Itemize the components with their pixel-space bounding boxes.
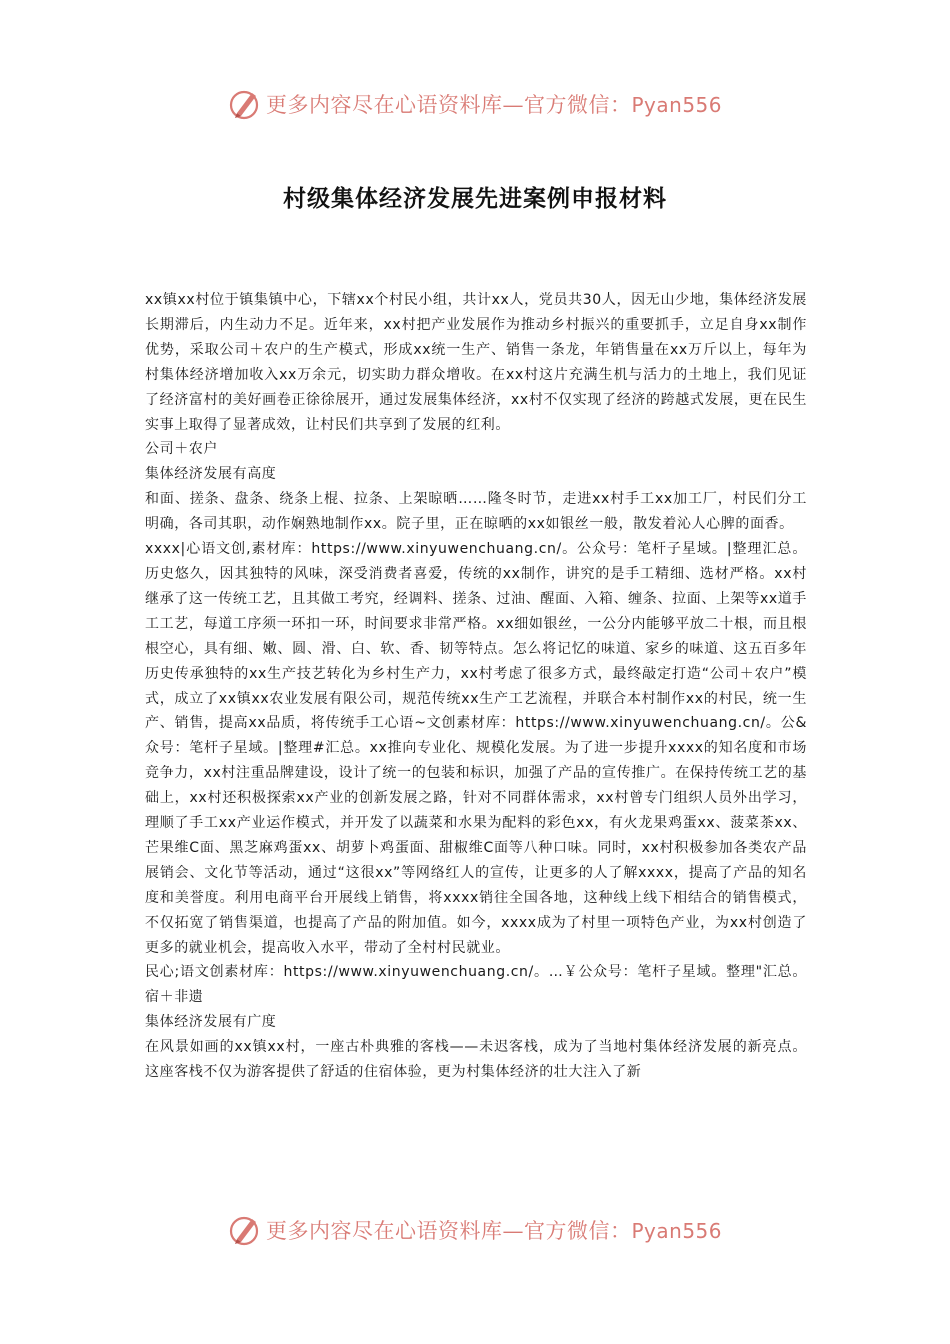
header-watermark-banner <box>0 84 950 124</box>
paragraph: 民心;语文创素材库：https://www.xinyuwenchuang.cn/。…￥公众号：笔杆子星域。整理"汇总。宿＋非遗 <box>145 964 807 1006</box>
paragraph: 在风景如画的xx镇xx村，一座古朴典雅的客栈——未迟客栈，成为了当地村集体经济发展的新亮点。这座客栈不仅为游客提供了舒适的住宿体验，更为村集体经济的壮大注入了新 <box>145 1039 807 1081</box>
document-body <box>145 288 807 1085</box>
paragraph: 和面、搓条、盘条、绕条上棍、拉条、上架晾晒……隆冬时节，走进xx村手工xx加工厂，村民们分工明确，各司其职，动作娴熟地制作xx。院子里，正在晾晒的xx如银丝一般，散发着沁人心脾的面香。 <box>145 491 807 533</box>
page-title: 村级集体经济发展先进案例申报材料 <box>283 186 667 212</box>
watermark-text: 更多内容尽在心语资料库—官方微信：Pyan556 <box>265 93 722 117</box>
section-heading: 公司＋农户 <box>145 441 218 458</box>
paragraph: xx镇xx村位于镇集镇中心，下辖xx个村民小组，共计xx人，党员共30人，因无山少地，集体经济发展长期滞后，内生动力不足。近年来，xx村把产业发展作为推动乡村振兴的重要抓手，立足自身xx制作优势，采取公司＋农户的生产模式，形成xx统一生产、销售一条龙，年销售量在xx万斤以上，每年为村集体经济增加收入xx万余元，切实助力群众增收。在xx村这片充满生机与活力的土地上，我们见证了经济富村的美好画卷正徐徐展开，通过发展集体经济，xx村不仅实现了经济的跨越式发展，更在民生实事上取得了显著成效，让村民们共享到了发展的红利。 <box>145 292 807 433</box>
paragraph: xxxx|心语文创,素材库：https://www.xinyuwenchuang.cn/。公众号：笔杆子星域。|整理汇总。历史悠久，因其独特的风味，深受消费者喜爱，传统的xx制作，讲究的是手工精细、选材严格。xx村继承了这一传统工艺，且其做工考究，经调料、搓条、过油、醒面、入箱、缠条、拉面、上架等xx道手工工艺，每道工序须一环扣一环，时间要求非常严格。xx细如银丝，一公分内能够平放二十根，而且根根空心，具有细、嫩、圆、滑、白、软、香、韧等特点。怎么将记忆的味道、家乡的味道、这五百多年历史传承独特的xx生产技艺转化为乡村生产力，xx村考虑了很多方式，最终敲定打造“公司＋农户”模式，成立了xx镇xx农业发展有限公司，规范传统xx生产工艺流程，并联合本村制作xx的村民，统一生产、销售，提高xx品质，将传统手工心语~文创素材库：https://www.xinyuwenchuang.cn/。公&众号：笔杆子星域。|整理#汇总。xx推向专业化、规模化发展。为了进一步提升xxxx的知名度和市场竞争力，xx村注重品牌建设，设计了统一的包装和标识，加强了产品的宣传推广。在保持传统工艺的基础上，xx村还积极探索xx产业的创新发展之路，针对不同群体需求，xx村曾专门组织人员外出学习，理顺了手工xx产业运作模式，并开发了以蔬菜和水果为配料的彩色xx，有火龙果鸡蛋xx、菠菜茶xx、芒果维C面、黑芝麻鸡蛋xx、胡萝卜鸡蛋面、甜椒维C面等八种口味。同时，xx村积极参加各类农产品展销会、文化节等活动，通过“这很xx”等网络红人的宣传，让更多的人了解xxxx，提高了产品的知名度和美誉度。利用电商平台开展线上销售，将xxxx销往全国各地，这种线上线下相结合的销售模式，不仅拓宽了销售渠道，也提高了产品的附加值。如今，xxxx成为了村里一项特色产业，为xx村创造了更多的就业机会，提高收入水平，带动了全村村民就业。 <box>145 541 807 956</box>
watermark-handle: Pyan556 <box>631 1219 722 1243</box>
section-heading: 集体经济发展有高度 <box>145 466 277 483</box>
section-heading: 集体经济发展有广度 <box>145 1014 277 1031</box>
pen-logo-icon <box>228 1213 262 1247</box>
watermark-text: 更多内容尽在心语资料库—官方微信：Pyan556 <box>265 1219 722 1243</box>
pen-logo-icon <box>228 87 262 121</box>
watermark-handle: Pyan556 <box>631 93 722 117</box>
footer-watermark-banner <box>0 1210 950 1250</box>
